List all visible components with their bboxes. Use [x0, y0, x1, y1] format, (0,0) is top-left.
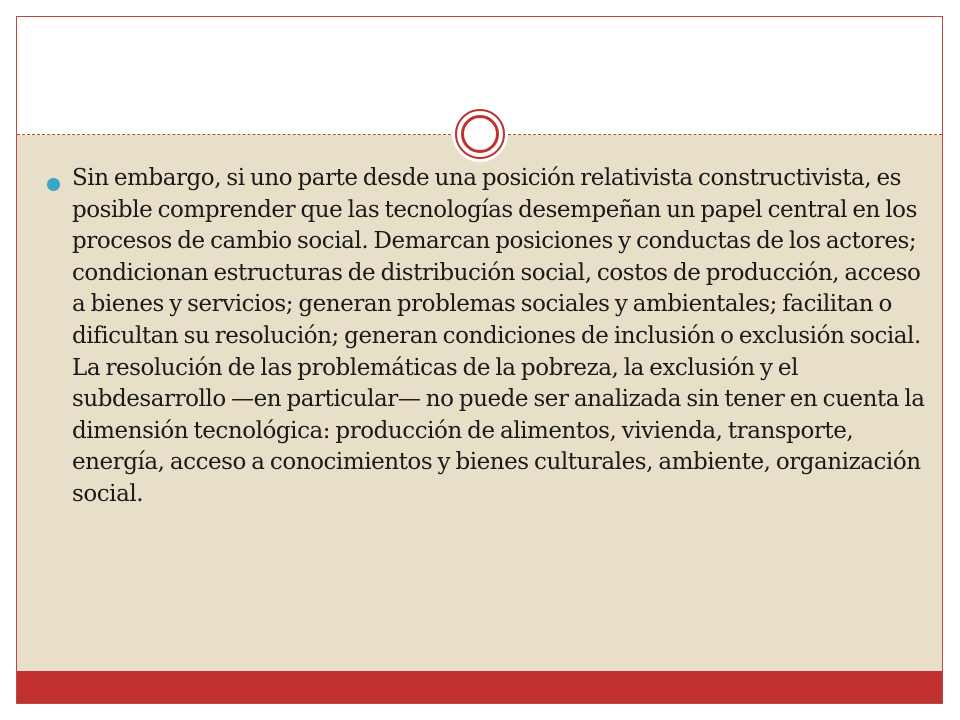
bullet-icon — [47, 178, 60, 191]
footer-bar — [17, 671, 942, 703]
body-paragraph: Sin embargo, si uno parte desde una posición relativista constructivista, es posible comprender que las tecnologías desempeñan un papel central en los procesos de cambio social. Demarcan posiciones y conductas de los actores; condicionan estructuras de distribución social, costos de producción, acceso a bienes y servicios; generan problemas sociales y ambientales; facilitan o dificultan su resolución; generan condiciones de inclusión o exclusión social. La resolución de las problemáticas de la pobreza, la exclusión y el subdesarrollo —en particular— no puede ser analizada sin tener en cuenta la dimensión tecnológica: producción de alimentos, vivienda, transporte, energía, acceso a conocimientos y bienes culturales, ambiente, organización social. — [72, 165, 925, 507]
ornament-inner-ring — [461, 115, 499, 153]
